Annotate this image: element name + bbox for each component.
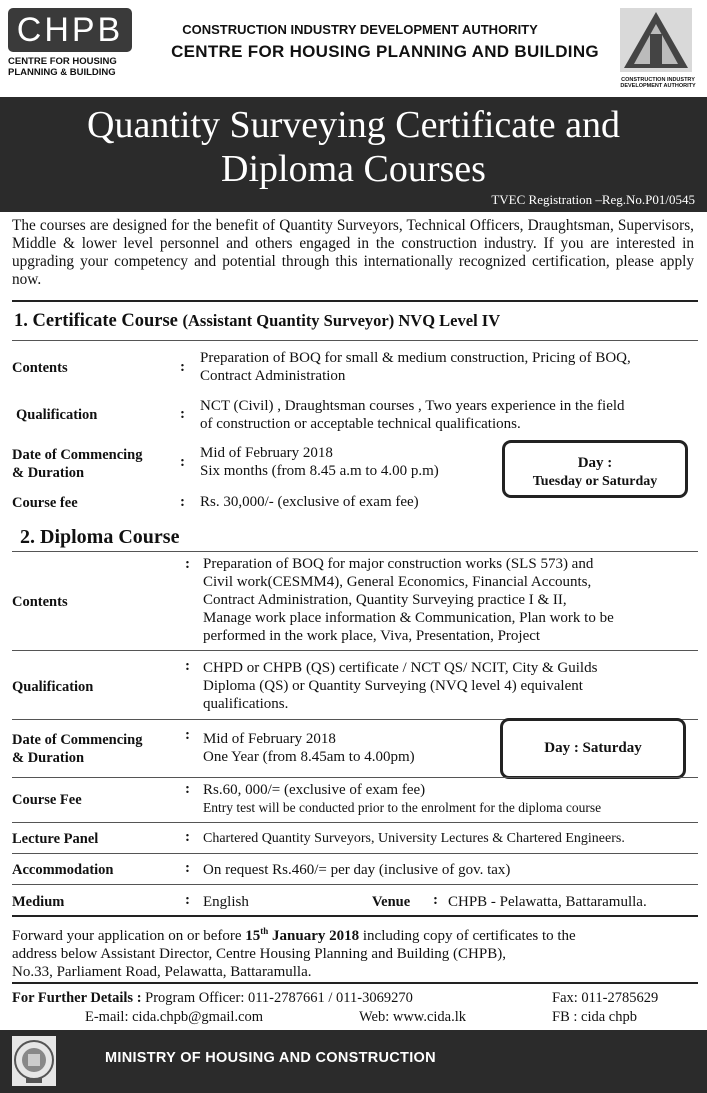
accommodation-label: Accommodation [12,862,114,878]
diploma-qualification-line: qualifications. [203,696,289,712]
accommodation-value: On request Rs.460/= per day (inclusive of gov. tax) [203,862,511,878]
deadline-date: January 2018 [268,928,360,944]
deadline-suffix: th [260,926,269,936]
certificate-day-value: Tuesday or Saturday [532,474,658,489]
title-line-2: Diploma Courses [221,148,486,190]
contact-web: Web: www.cida.lk [359,1009,467,1025]
diploma-date-label-line: & Duration [12,750,85,766]
certificate-date-label-line: Date of Commencing [12,447,143,463]
certificate-contents-value [200,349,631,385]
certificate-contents-line: Preparation of BOQ for small & medium construction, Pricing of BOQ, [200,350,631,366]
certificate-qualification-line: of construction or acceptable technical qualifications. [200,416,521,432]
diploma-date-line: One Year (from 8.45am to 4.00pm) [203,749,415,765]
page-footer [0,1030,707,1093]
application-line-3: No.33, Parliament Road, Pelawatta, Battaramulla. [12,964,312,980]
certificate-section-title [14,311,500,332]
colon: : [433,892,438,908]
cida-logo [620,8,696,90]
diploma-day-box: Day : Saturday [500,718,686,779]
fax-number: Fax: 011-2785629 [552,990,659,1006]
divider [12,777,698,778]
title-banner [0,97,707,212]
intro-paragraph: The courses are designed for the benefit of Quantity Surveyors, Technical Officers, Draughtsman, Supervisors, Middle & lower level personnel and others engaged in the construction industry. If you are interested in upgrading your competency and potential through this internationally recognized certification, please apply now. [12,217,694,288]
certificate-contents-label: Contents [12,360,68,376]
divider [12,650,698,651]
certificate-subtitle: (Assistant Quantity Surveyor) NVQ Level IV [182,311,501,330]
national-emblem-icon [12,1036,56,1086]
cida-caption-2: DEVELOPMENT AUTHORITY [620,83,696,89]
diploma-fee-label: Course Fee [12,792,82,808]
contact-details [12,989,413,1007]
diploma-date-label-line: Date of Commencing [12,732,143,748]
diploma-contents-line: Preparation of BOQ for major construction works (SLS 573) and [203,556,594,572]
colon: : [180,494,185,510]
authority-name: CONSTRUCTION INDUSTRY DEVELOPMENT AUTHORITY [182,22,538,37]
chpb-logo [8,8,136,88]
certificate-qualification-label: Qualification [16,407,98,423]
diploma-date-label [12,731,142,767]
diploma-section-title: 2. Diploma Course [20,526,180,548]
certificate-date-label-line: & Duration [12,465,85,481]
certificate-contents-line: Contract Administration [200,368,346,384]
ministry-name: MINISTRY OF HOUSING AND CONSTRUCTION [105,1050,436,1066]
colon: : [185,860,190,876]
certificate-date-label [12,446,142,482]
certificate-fee-label: Course fee [12,495,78,511]
colon: : [180,359,185,375]
diploma-fee-line: Rs.60, 000/= (exclusive of exam fee) [203,782,426,798]
divider [12,915,698,917]
contact-email: E-mail: cida.chpb@gmail.com [85,1009,264,1025]
colon: : [180,406,185,422]
application-text: Forward your application on or before [12,928,246,944]
application-line-2: address below Assistant Director, Centre Housing Planning and Building (CHPB), [12,946,506,962]
program-officer-phone: Program Officer: 011-2787661 / 011-3069270 [145,990,413,1006]
certificate-day-title: Day : [577,455,613,471]
cida-caption-1: CONSTRUCTION INDUSTRY [621,77,695,83]
deadline-day: 15 [245,928,261,944]
colon: : [185,781,190,797]
divider [12,300,698,302]
diploma-contents-line: Manage work place information & Communication, Plan work to be [203,610,614,626]
contact-details-label: For Further Details : [12,990,142,1006]
diploma-qualification-line: CHPD or CHPB (QS) certificate / NCT QS/ NCIT, City & Guilds [203,660,598,676]
application-text: including copy of certificates to the [359,928,576,944]
colon: : [185,727,190,743]
certificate-qualification-value [200,397,625,433]
application-instructions [12,922,702,981]
diploma-date-value [203,730,415,766]
colon: : [185,658,190,674]
divider [12,340,698,341]
colon: : [180,454,185,470]
diploma-contents-value [203,555,703,645]
divider [12,551,698,552]
centre-name: CENTRE FOR HOUSING PLANNING AND BUILDING [171,42,599,61]
divider [12,853,698,854]
certificate-qualification-line: NCT (Civil) , Draughtsman courses , Two years experience in the field [200,398,625,414]
diploma-qualification-value [203,659,703,713]
medium-value: English [203,894,249,910]
diploma-contents-line: Contract Administration, Quantity Surveying practice I & II, [203,592,567,608]
certificate-date-value [200,444,439,480]
diploma-qualification-label: Qualification [12,679,94,695]
colon: : [185,829,190,845]
page-header [0,0,707,97]
tvec-registration: TVEC Registration –Reg.No.P01/0545 [491,192,695,207]
divider [12,884,698,885]
chpb-logo-caption-2: PLANNING & BUILDING [8,67,116,78]
diploma-contents-line: Civil work(CESMM4), General Economics, Financial Accounts, [203,574,592,590]
cida-triangle-icon [620,8,692,72]
divider [12,982,698,984]
lecture-panel-value: Chartered Quantity Surveyors, University Lectures & Chartered Engineers. [203,831,625,846]
diploma-fee-line: Entry test will be conducted prior to the enrolment for the diploma course [203,800,602,815]
venue-label: Venue [372,894,411,910]
contact-facebook: FB : cida chpb [552,1009,637,1025]
divider [12,822,698,823]
certificate-date-line: Six months (from 8.45 a.m to 4.00 p.m) [200,463,439,479]
diploma-fee-value [203,781,601,817]
certificate-fee-value: Rs. 30,000/- (exclusive of exam fee) [200,494,419,510]
certificate-date-line: Mid of February 2018 [200,445,333,461]
application-line-1 [12,922,702,945]
certificate-title: 1. Certificate Course [14,311,178,331]
diploma-contents-label: Contents [12,594,68,610]
venue-value: CHPB - Pelawatta, Battaramulla. [448,894,647,910]
colon: : [185,892,190,908]
chpb-logo-caption-1: CENTRE FOR HOUSING [8,56,117,67]
chpb-logo-mark: CHPB [8,8,132,52]
colon: : [185,556,190,572]
diploma-qualification-line: Diploma (QS) or Quantity Surveying (NVQ level 4) equivalent [203,678,583,694]
diploma-date-line: Mid of February 2018 [203,731,336,747]
medium-label: Medium [12,894,65,910]
page-title [0,103,707,191]
lecture-panel-label: Lecture Panel [12,831,99,847]
certificate-day-box [502,440,688,498]
diploma-contents-line: performed in the work place, Viva, Presentation, Project [203,628,541,644]
title-line-1: Quantity Surveying Certificate and [87,104,620,146]
